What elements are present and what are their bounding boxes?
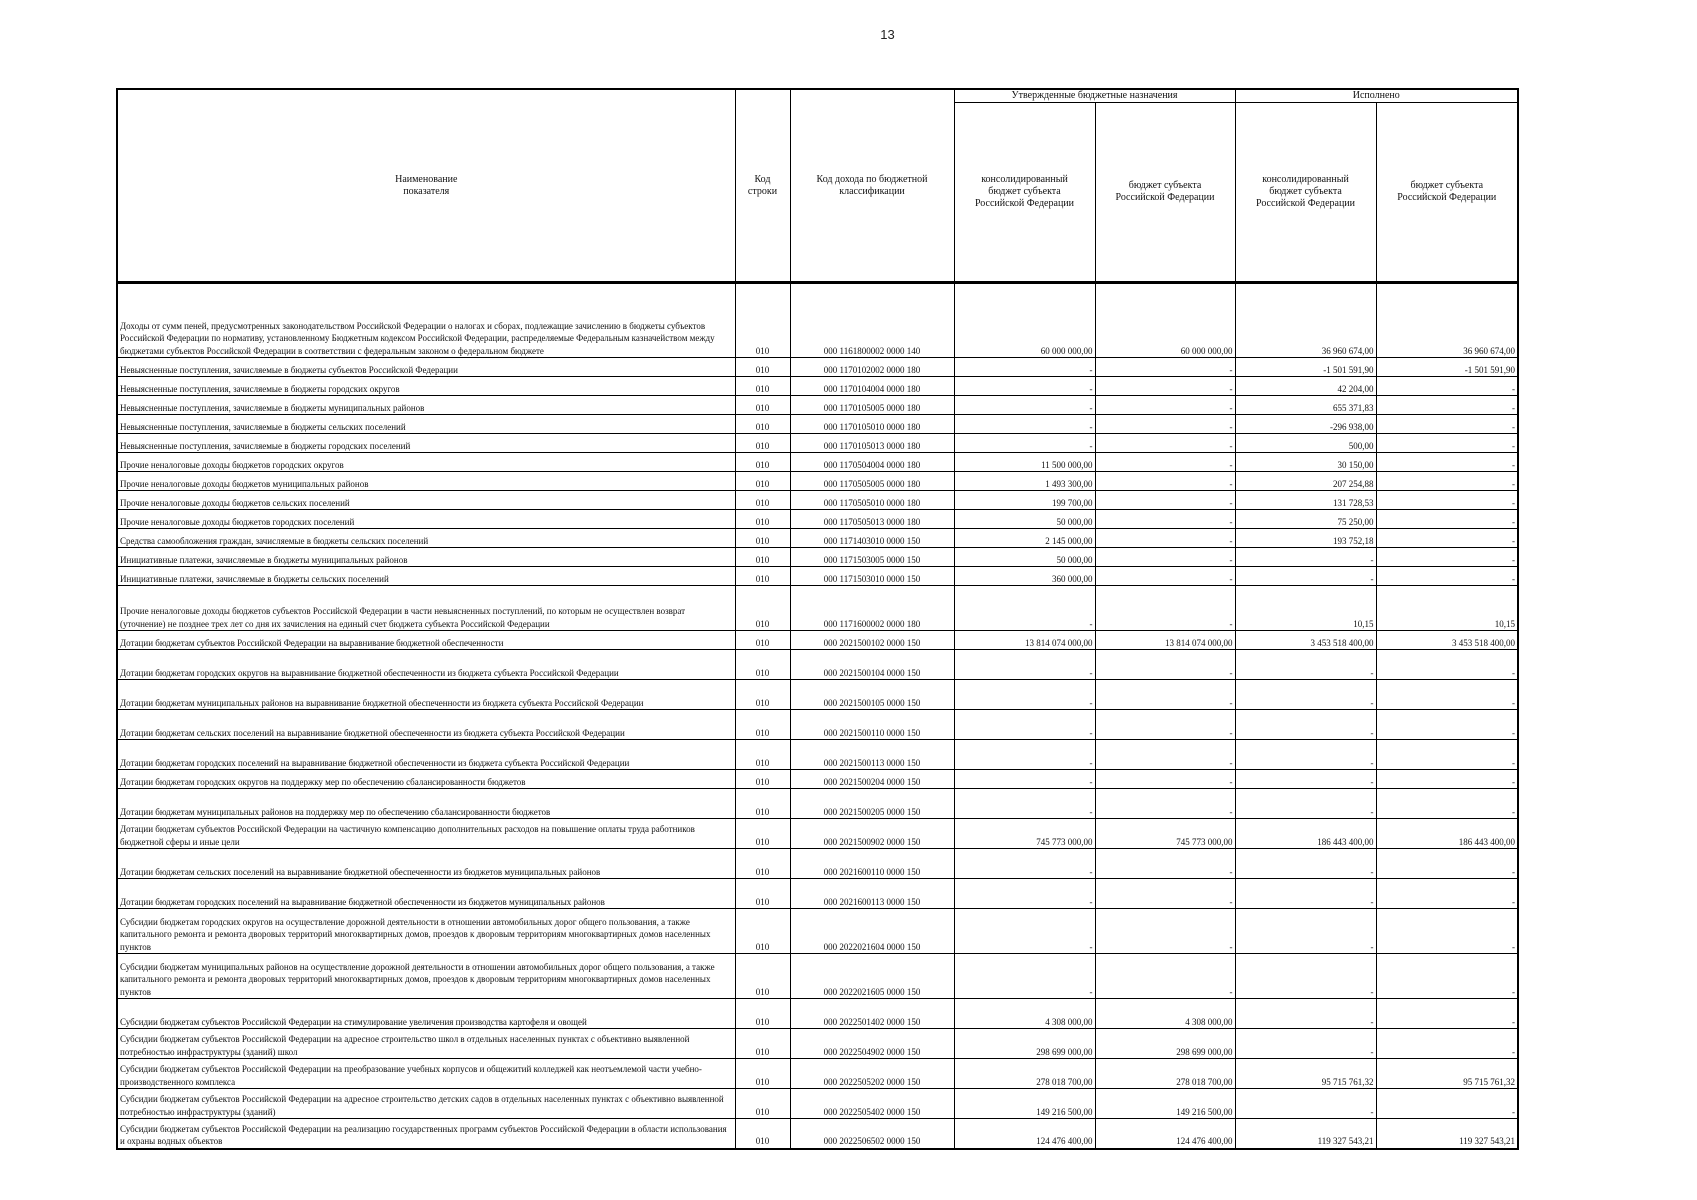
- row-executed-subject: -: [1376, 377, 1518, 396]
- row-name: Доходы от сумм пеней, предусмотренных законодательством Российской Федерации о налогах и сборах, подлежащие зачислению в бюджеты субъектов Российской Федерации по нормативу, установленному Бюджетным кодексом Российской Федерации, распределяемые Федеральным казначейством между бюджетами субъектов Российской Федерации в соответствии с федеральным законом о федеральном бюджете: [117, 283, 735, 358]
- row-executed-subject: -: [1376, 849, 1518, 879]
- row-executed-consolidated: -: [1235, 680, 1376, 710]
- row-executed-consolidated: -: [1235, 650, 1376, 680]
- table-row: [117, 472, 1518, 491]
- row-name: Невыясненные поступления, зачисляемые в бюджеты субъектов Российской Федерации: [117, 358, 735, 377]
- row-name: Невыясненные поступления, зачисляемые в бюджеты сельских поселений: [117, 415, 735, 434]
- row-approved-consolidated: -: [954, 849, 1095, 879]
- row-executed-subject: -: [1376, 789, 1518, 819]
- row-line-code: 010: [735, 1089, 790, 1119]
- row-executed-consolidated: 500,00: [1235, 434, 1376, 453]
- table-row: [117, 650, 1518, 680]
- row-approved-subject: -: [1095, 789, 1235, 819]
- row-executed-subject: -: [1376, 567, 1518, 586]
- table-row: [117, 740, 1518, 770]
- row-line-code: 010: [735, 789, 790, 819]
- row-approved-subject: -: [1095, 567, 1235, 586]
- row-executed-subject: -: [1376, 650, 1518, 680]
- row-line-code: 010: [735, 472, 790, 491]
- row-approved-subject: -: [1095, 491, 1235, 510]
- row-approved-consolidated: -: [954, 710, 1095, 740]
- row-income-code: 000 1170105013 0000 180: [790, 434, 954, 453]
- row-executed-consolidated: 131 728,53: [1235, 491, 1376, 510]
- row-name: Субсидии бюджетам городских округов на осуществление дорожной деятельности в отношении автомобильных дорог общего пользования, а также капитального ремонта и ремонта дворовых территорий многоквартирных домов, проездов к дворовым территориям многоквартирных домов населенных пунктов: [117, 909, 735, 954]
- row-approved-consolidated: 1 493 300,00: [954, 472, 1095, 491]
- row-approved-consolidated: -: [954, 358, 1095, 377]
- row-income-code: 000 1170504004 0000 180: [790, 453, 954, 472]
- table-row: [117, 529, 1518, 548]
- row-income-code: 000 1170105010 0000 180: [790, 415, 954, 434]
- row-line-code: 010: [735, 358, 790, 377]
- row-line-code: 010: [735, 1059, 790, 1089]
- row-approved-consolidated: -: [954, 740, 1095, 770]
- row-name: Инициативные платежи, зачисляемые в бюджеты сельских поселений: [117, 567, 735, 586]
- header-executed-subject: бюджет субъекта Российской Федерации: [1376, 103, 1518, 283]
- row-approved-subject: 13 814 074 000,00: [1095, 631, 1235, 650]
- row-executed-subject: -: [1376, 999, 1518, 1029]
- row-executed-consolidated: 95 715 761,32: [1235, 1059, 1376, 1089]
- row-executed-consolidated: -: [1235, 1029, 1376, 1059]
- row-executed-subject: -: [1376, 954, 1518, 999]
- row-approved-consolidated: 124 476 400,00: [954, 1119, 1095, 1149]
- row-line-code: 010: [735, 770, 790, 789]
- row-executed-consolidated: -: [1235, 999, 1376, 1029]
- row-income-code: 000 1161800002 0000 140: [790, 283, 954, 358]
- row-line-code: 010: [735, 491, 790, 510]
- row-name: Невыясненные поступления, зачисляемые в бюджеты городских округов: [117, 377, 735, 396]
- row-income-code: 000 2021500113 0000 150: [790, 740, 954, 770]
- row-approved-subject: -: [1095, 770, 1235, 789]
- row-name: Средства самообложения граждан, зачисляемые в бюджеты сельских поселений: [117, 529, 735, 548]
- row-executed-consolidated: 36 960 674,00: [1235, 283, 1376, 358]
- row-income-code: 000 2022021604 0000 150: [790, 909, 954, 954]
- row-executed-subject: 36 960 674,00: [1376, 283, 1518, 358]
- row-approved-consolidated: -: [954, 415, 1095, 434]
- row-executed-subject: -: [1376, 879, 1518, 909]
- table-row: [117, 510, 1518, 529]
- row-name: Невыясненные поступления, зачисляемые в бюджеты городских поселений: [117, 434, 735, 453]
- row-approved-consolidated: 149 216 500,00: [954, 1089, 1095, 1119]
- row-approved-subject: 745 773 000,00: [1095, 819, 1235, 849]
- row-name: Дотации бюджетам городских поселений на выравнивание бюджетной обеспеченности из бюджетов муниципальных районов: [117, 879, 735, 909]
- row-name: Прочие неналоговые доходы бюджетов субъектов Российской Федерации в части невыясненных поступлений, по которым не осуществлен возврат (уточнение) не позднее трех лет со дня их зачисления на единый счет бюджета субъекта Российской Федерации: [117, 586, 735, 631]
- row-approved-subject: -: [1095, 954, 1235, 999]
- row-executed-consolidated: -: [1235, 740, 1376, 770]
- header-income-code: Код дохода по бюджетной классификации: [790, 89, 954, 283]
- row-executed-subject: -: [1376, 1029, 1518, 1059]
- row-executed-subject: -: [1376, 1089, 1518, 1119]
- row-executed-consolidated: 3 453 518 400,00: [1235, 631, 1376, 650]
- row-line-code: 010: [735, 650, 790, 680]
- row-approved-consolidated: -: [954, 650, 1095, 680]
- row-line-code: 010: [735, 680, 790, 710]
- row-approved-subject: -: [1095, 415, 1235, 434]
- row-name: Субсидии бюджетам субъектов Российской Федерации на адресное строительство школ в отдельных населенных пунктах с объективно выявленной потребностью инфраструктуры (зданий) школ: [117, 1029, 735, 1059]
- row-line-code: 010: [735, 453, 790, 472]
- row-income-code: 000 1170505013 0000 180: [790, 510, 954, 529]
- row-approved-subject: -: [1095, 710, 1235, 740]
- row-executed-consolidated: 186 443 400,00: [1235, 819, 1376, 849]
- row-executed-consolidated: 193 752,18: [1235, 529, 1376, 548]
- row-approved-consolidated: -: [954, 434, 1095, 453]
- row-approved-subject: -: [1095, 453, 1235, 472]
- row-executed-consolidated: 75 250,00: [1235, 510, 1376, 529]
- row-approved-subject: -: [1095, 586, 1235, 631]
- table-row: [117, 283, 1518, 358]
- row-income-code: 000 2022501402 0000 150: [790, 999, 954, 1029]
- table-row: [117, 453, 1518, 472]
- row-executed-subject: -: [1376, 510, 1518, 529]
- row-executed-consolidated: -: [1235, 548, 1376, 567]
- row-approved-subject: 278 018 700,00: [1095, 1059, 1235, 1089]
- row-approved-consolidated: 2 145 000,00: [954, 529, 1095, 548]
- row-line-code: 010: [735, 909, 790, 954]
- row-income-code: 000 1171403010 0000 150: [790, 529, 954, 548]
- row-executed-consolidated: 119 327 543,21: [1235, 1119, 1376, 1149]
- table-row: [117, 358, 1518, 377]
- row-name: Дотации бюджетам городских округов на выравнивание бюджетной обеспеченности из бюджета субъекта Российской Федерации: [117, 650, 735, 680]
- row-line-code: 010: [735, 879, 790, 909]
- table-row: [117, 586, 1518, 631]
- table-row: [117, 1059, 1518, 1089]
- row-approved-subject: -: [1095, 879, 1235, 909]
- table-row: [117, 710, 1518, 740]
- row-line-code: 010: [735, 631, 790, 650]
- row-income-code: 000 2022021605 0000 150: [790, 954, 954, 999]
- row-executed-subject: -: [1376, 396, 1518, 415]
- row-income-code: 000 2021500204 0000 150: [790, 770, 954, 789]
- row-approved-subject: -: [1095, 510, 1235, 529]
- row-executed-subject: -: [1376, 434, 1518, 453]
- row-executed-consolidated: -: [1235, 879, 1376, 909]
- row-income-code: 000 2021500105 0000 150: [790, 680, 954, 710]
- row-executed-consolidated: 42 204,00: [1235, 377, 1376, 396]
- row-line-code: 010: [735, 434, 790, 453]
- row-income-code: 000 1170104004 0000 180: [790, 377, 954, 396]
- table-row: [117, 849, 1518, 879]
- row-approved-subject: -: [1095, 909, 1235, 954]
- table-row: [117, 909, 1518, 954]
- row-approved-consolidated: -: [954, 789, 1095, 819]
- row-name: Субсидии бюджетам субъектов Российской Федерации на адресное строительство детских садов в отдельных населенных пунктах с объективно выявленной потребностью инфраструктуры (зданий): [117, 1089, 735, 1119]
- row-executed-consolidated: -: [1235, 849, 1376, 879]
- row-approved-consolidated: -: [954, 879, 1095, 909]
- row-income-code: 000 2022505202 0000 150: [790, 1059, 954, 1089]
- row-approved-subject: -: [1095, 434, 1235, 453]
- row-income-code: 000 2021500104 0000 150: [790, 650, 954, 680]
- header-approved-consolidated: консолидированный бюджет субъекта Российской Федерации: [954, 103, 1095, 283]
- row-line-code: 010: [735, 529, 790, 548]
- table-row: [117, 491, 1518, 510]
- row-name: Субсидии бюджетам субъектов Российской Федерации на преобразование учебных корпусов и общежитий колледжей как неотъемлемой части учебно-производственного комплекса: [117, 1059, 735, 1089]
- row-executed-subject: -: [1376, 491, 1518, 510]
- header-name: Наименование показателя: [117, 89, 735, 283]
- row-line-code: 010: [735, 710, 790, 740]
- row-executed-subject: -: [1376, 472, 1518, 491]
- row-executed-subject: -1 501 591,90: [1376, 358, 1518, 377]
- row-name: Дотации бюджетам городских поселений на выравнивание бюджетной обеспеченности из бюджета субъекта Российской Федерации: [117, 740, 735, 770]
- row-approved-consolidated: -: [954, 396, 1095, 415]
- row-executed-subject: -: [1376, 548, 1518, 567]
- row-executed-subject: -: [1376, 680, 1518, 710]
- row-line-code: 010: [735, 1029, 790, 1059]
- row-approved-subject: 124 476 400,00: [1095, 1119, 1235, 1149]
- row-name: Дотации бюджетам субъектов Российской Федерации на выравнивание бюджетной обеспеченности: [117, 631, 735, 650]
- row-line-code: 010: [735, 510, 790, 529]
- row-approved-consolidated: 50 000,00: [954, 548, 1095, 567]
- row-income-code: 000 1171600002 0000 180: [790, 586, 954, 631]
- row-executed-subject: -: [1376, 529, 1518, 548]
- row-income-code: 000 2021600113 0000 150: [790, 879, 954, 909]
- table-row: [117, 999, 1518, 1029]
- row-approved-subject: -: [1095, 650, 1235, 680]
- table-header: [117, 89, 1518, 283]
- row-executed-consolidated: -: [1235, 770, 1376, 789]
- row-income-code: 000 2021500110 0000 150: [790, 710, 954, 740]
- table-row: [117, 548, 1518, 567]
- row-approved-consolidated: 11 500 000,00: [954, 453, 1095, 472]
- row-executed-consolidated: -: [1235, 567, 1376, 586]
- row-approved-consolidated: 50 000,00: [954, 510, 1095, 529]
- row-approved-subject: 60 000 000,00: [1095, 283, 1235, 358]
- row-income-code: 000 1171503005 0000 150: [790, 548, 954, 567]
- row-name: Дотации бюджетам субъектов Российской Федерации на частичную компенсацию дополнительных расходов на повышение оплаты труда работников бюджетной сферы и иные цели: [117, 819, 735, 849]
- row-executed-consolidated: 10,15: [1235, 586, 1376, 631]
- row-approved-consolidated: 199 700,00: [954, 491, 1095, 510]
- row-line-code: 010: [735, 819, 790, 849]
- row-approved-consolidated: 745 773 000,00: [954, 819, 1095, 849]
- table-row: [117, 954, 1518, 999]
- table-row: [117, 1119, 1518, 1149]
- row-approved-subject: -: [1095, 358, 1235, 377]
- row-income-code: 000 2021500205 0000 150: [790, 789, 954, 819]
- row-name: Субсидии бюджетам субъектов Российской Федерации на стимулирование увеличения производства картофеля и овощей: [117, 999, 735, 1029]
- table-row: [117, 789, 1518, 819]
- row-line-code: 010: [735, 954, 790, 999]
- row-line-code: 010: [735, 548, 790, 567]
- row-executed-consolidated: -: [1235, 710, 1376, 740]
- row-line-code: 010: [735, 999, 790, 1029]
- row-executed-consolidated: -: [1235, 789, 1376, 819]
- row-name: Дотации бюджетам муниципальных районов на выравнивание бюджетной обеспеченности из бюджета субъекта Российской Федерации: [117, 680, 735, 710]
- row-line-code: 010: [735, 740, 790, 770]
- table-row: [117, 770, 1518, 789]
- table-row: [117, 680, 1518, 710]
- row-income-code: 000 2021600110 0000 150: [790, 849, 954, 879]
- row-approved-subject: -: [1095, 377, 1235, 396]
- row-executed-subject: -: [1376, 453, 1518, 472]
- row-income-code: 000 1171503010 0000 150: [790, 567, 954, 586]
- row-executed-consolidated: -296 938,00: [1235, 415, 1376, 434]
- row-executed-consolidated: 207 254,88: [1235, 472, 1376, 491]
- row-income-code: 000 2021500902 0000 150: [790, 819, 954, 849]
- table-row: [117, 415, 1518, 434]
- row-income-code: 000 2022506502 0000 150: [790, 1119, 954, 1149]
- row-approved-subject: 298 699 000,00: [1095, 1029, 1235, 1059]
- row-line-code: 010: [735, 396, 790, 415]
- header-executed-consolidated: консолидированный бюджет субъекта Российской Федерации: [1235, 103, 1376, 283]
- row-income-code: 000 1170505010 0000 180: [790, 491, 954, 510]
- table-row: [117, 631, 1518, 650]
- row-executed-subject: -: [1376, 740, 1518, 770]
- row-income-code: 000 2022505402 0000 150: [790, 1089, 954, 1119]
- row-approved-consolidated: 360 000,00: [954, 567, 1095, 586]
- table-row: [117, 434, 1518, 453]
- budget-income-table: [116, 88, 1519, 1150]
- header-approved-subject: бюджет субъекта Российской Федерации: [1095, 103, 1235, 283]
- row-line-code: 010: [735, 586, 790, 631]
- row-name: Прочие неналоговые доходы бюджетов муниципальных районов: [117, 472, 735, 491]
- table-body: [117, 283, 1518, 1149]
- row-approved-subject: -: [1095, 529, 1235, 548]
- row-executed-subject: -: [1376, 415, 1518, 434]
- row-approved-subject: -: [1095, 472, 1235, 491]
- table-row: [117, 819, 1518, 849]
- row-approved-consolidated: -: [954, 586, 1095, 631]
- row-executed-subject: 186 443 400,00: [1376, 819, 1518, 849]
- row-income-code: 000 2021500102 0000 150: [790, 631, 954, 650]
- row-approved-consolidated: -: [954, 377, 1095, 396]
- row-executed-subject: -: [1376, 909, 1518, 954]
- row-executed-consolidated: -: [1235, 954, 1376, 999]
- row-executed-consolidated: 30 150,00: [1235, 453, 1376, 472]
- row-approved-consolidated: -: [954, 680, 1095, 710]
- row-name: Прочие неналоговые доходы бюджетов городских округов: [117, 453, 735, 472]
- row-approved-consolidated: -: [954, 954, 1095, 999]
- row-name: Дотации бюджетам сельских поселений на выравнивание бюджетной обеспеченности из бюджета субъекта Российской Федерации: [117, 710, 735, 740]
- row-name: Невыясненные поступления, зачисляемые в бюджеты муниципальных районов: [117, 396, 735, 415]
- row-executed-subject: 95 715 761,32: [1376, 1059, 1518, 1089]
- row-line-code: 010: [735, 1119, 790, 1149]
- row-executed-consolidated: -: [1235, 909, 1376, 954]
- row-name: Субсидии бюджетам муниципальных районов на осуществление дорожной деятельности в отношении автомобильных дорог общего пользования, а также капитального ремонта и ремонта дворовых территорий многоквартирных домов, проездов к дворовым территориям многоквартирных домов населенных пунктов: [117, 954, 735, 999]
- row-income-code: 000 1170105005 0000 180: [790, 396, 954, 415]
- table-row: [117, 1089, 1518, 1119]
- row-approved-consolidated: 4 308 000,00: [954, 999, 1095, 1029]
- row-line-code: 010: [735, 283, 790, 358]
- row-approved-subject: -: [1095, 740, 1235, 770]
- row-approved-consolidated: 60 000 000,00: [954, 283, 1095, 358]
- row-name: Субсидии бюджетам субъектов Российской Федерации на реализацию государственных программ субъектов Российской Федерации в области использования и охраны водных объектов: [117, 1119, 735, 1149]
- row-approved-subject: 4 308 000,00: [1095, 999, 1235, 1029]
- row-executed-consolidated: -: [1235, 1089, 1376, 1119]
- row-approved-consolidated: -: [954, 770, 1095, 789]
- row-line-code: 010: [735, 415, 790, 434]
- row-income-code: 000 1170505005 0000 180: [790, 472, 954, 491]
- row-approved-consolidated: 298 699 000,00: [954, 1029, 1095, 1059]
- table-row: [117, 879, 1518, 909]
- row-name: Инициативные платежи, зачисляемые в бюджеты муниципальных районов: [117, 548, 735, 567]
- row-income-code: 000 2022504902 0000 150: [790, 1029, 954, 1059]
- row-executed-subject: 10,15: [1376, 586, 1518, 631]
- table-row: [117, 377, 1518, 396]
- row-line-code: 010: [735, 377, 790, 396]
- row-line-code: 010: [735, 849, 790, 879]
- header-group-executed: Исполнено: [1235, 89, 1518, 103]
- page-number: 13: [880, 27, 895, 42]
- row-executed-subject: 3 453 518 400,00: [1376, 631, 1518, 650]
- row-executed-consolidated: 655 371,83: [1235, 396, 1376, 415]
- table-row: [117, 396, 1518, 415]
- row-approved-consolidated: 13 814 074 000,00: [954, 631, 1095, 650]
- row-approved-subject: -: [1095, 396, 1235, 415]
- row-name: Прочие неналоговые доходы бюджетов городских поселений: [117, 510, 735, 529]
- row-name: Дотации бюджетам городских округов на поддержку мер по обеспечению сбалансированности бюджетов: [117, 770, 735, 789]
- row-name: Дотации бюджетам сельских поселений на выравнивание бюджетной обеспеченности из бюджетов муниципальных районов: [117, 849, 735, 879]
- table-row: [117, 567, 1518, 586]
- table-row: [117, 1029, 1518, 1059]
- row-approved-consolidated: 278 018 700,00: [954, 1059, 1095, 1089]
- row-executed-subject: 119 327 543,21: [1376, 1119, 1518, 1149]
- row-name: Дотации бюджетам муниципальных районов на поддержку мер по обеспечению сбалансированности бюджетов: [117, 789, 735, 819]
- header-group-approved: Утвержденные бюджетные назначения: [954, 89, 1235, 103]
- row-approved-subject: 149 216 500,00: [1095, 1089, 1235, 1119]
- row-approved-subject: -: [1095, 849, 1235, 879]
- row-approved-subject: -: [1095, 548, 1235, 567]
- row-executed-subject: -: [1376, 710, 1518, 740]
- row-income-code: 000 1170102002 0000 180: [790, 358, 954, 377]
- row-line-code: 010: [735, 567, 790, 586]
- header-line-code: Код строки: [735, 89, 790, 283]
- row-name: Прочие неналоговые доходы бюджетов сельских поселений: [117, 491, 735, 510]
- row-executed-consolidated: -1 501 591,90: [1235, 358, 1376, 377]
- row-executed-subject: -: [1376, 770, 1518, 789]
- row-approved-consolidated: -: [954, 909, 1095, 954]
- row-approved-subject: -: [1095, 680, 1235, 710]
